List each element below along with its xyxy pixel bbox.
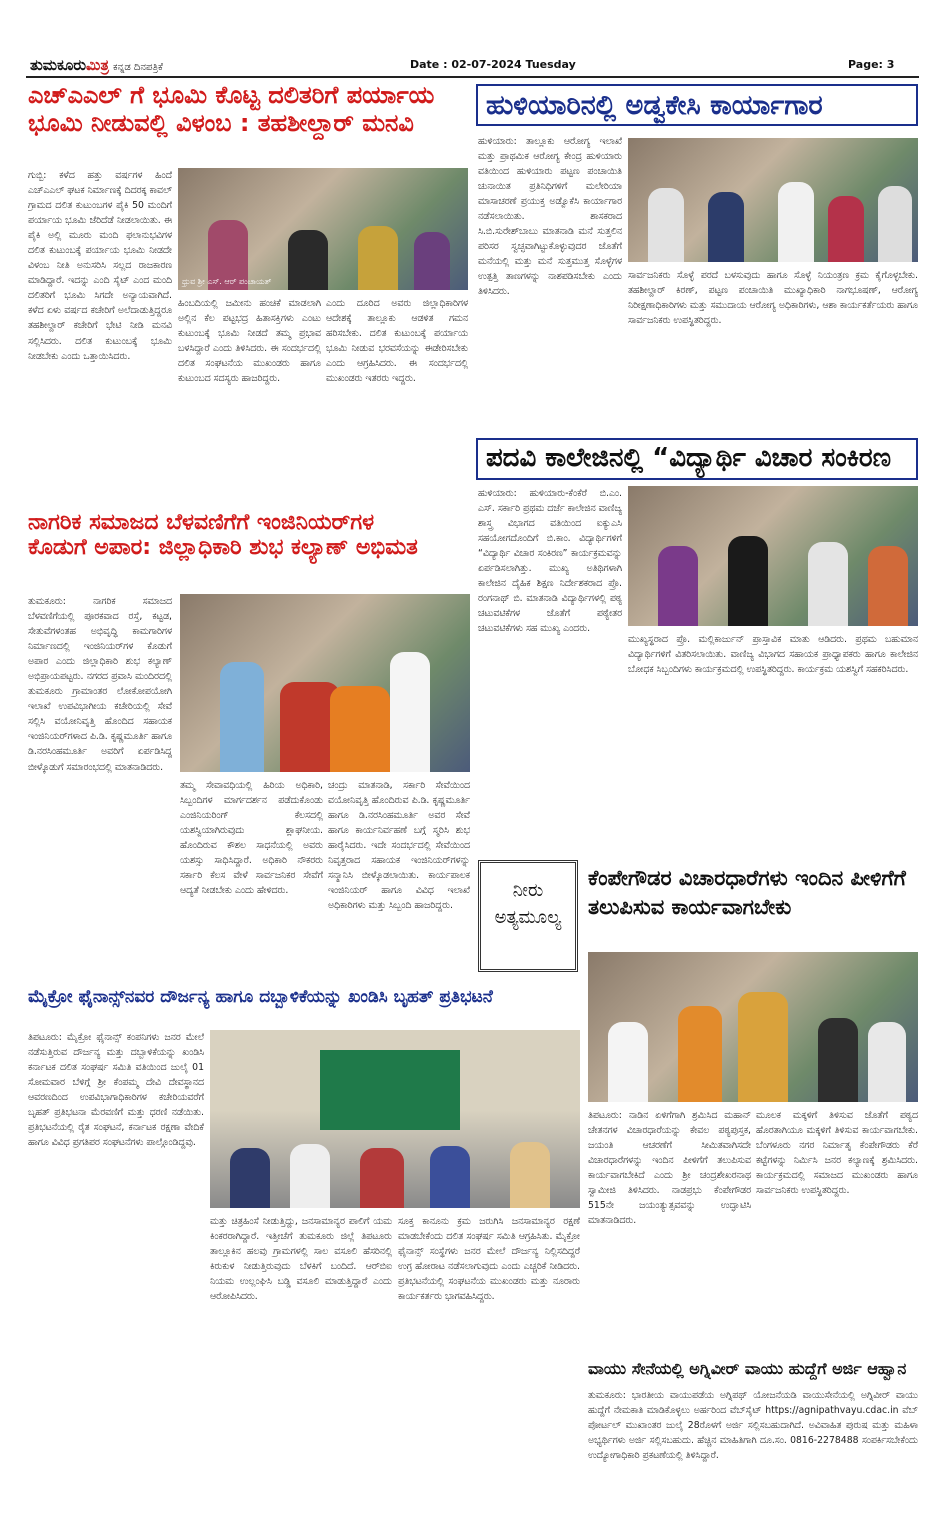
article-4-headline xyxy=(28,510,468,561)
article-3-body-right: ಮುಖ್ಯಸ್ಥರಾದ ಪ್ರೊ. ಮಲ್ಲಿಕಾರ್ಜುನ್ ಪ್ರಾಸ್ತಾವಿಕ ಮಾತು ಆಡಿದರು. ಪ್ರಥಮ ಬಹುಮಾನ ವಿದ್ಯಾರ್ಥಿಗಳಿಗೆ ವಿತರಿಸಲಾಯಿತು. ವಾಣಿಜ್ಯ ವಿಭಾಗದ ಸಹಾಯಕ ಪ್ರಾಧ್ಯಾಪಕರು ಹಾಗೂ ಕಾಲೇಜಿನ ಬೋಧಕ ಸಿಬ್ಬಂದಿಗಳು ಕಾರ್ಯಕ್ರಮದಲ್ಲಿ ಉಪಸ್ಥಿತರಿದ್ದರು. ಕಾರ್ಯಕ್ರಮ ಯಶಸ್ವಿಗೆ ಸಹಕರಿಸಿದರು. xyxy=(628,634,918,676)
article-4-headline-line-1: ನಾಗರಿಕ ಸಮಾಜದ ಬೆಳವಣಿಗೆಗೆ ಇಂಜಿನಿಯರ್‌ಗಳ xyxy=(28,510,375,535)
article-7-headline: ವಾಯು ಸೇನೆಯಲ್ಲಿ ಅಗ್ನಿವೀರ್ ವಾಯು ಹುದ್ದೆಗೆ ಅರ್ಜಿ ಆಹ್ವಾನ xyxy=(588,1359,907,1378)
article-1-body-right: ಎಂದು ದೂರಿದ ಅವರು ಜಿಲ್ಲಾಧಿಕಾರಿಗಳ ಆದೇಶಕ್ಕೆ ತಾಲ್ಲೂಕು ಆಡಳಿತ ಗಮನ ಹರಿಸಬೇಕು. ದಲಿತ ಕುಟುಂಬಕ್ಕೆ ಪರ್ಯಾಯ ಭೂಮಿ ನೀಡುವ ಭರವಸೆಯನ್ನು ಈಡೇರಿಸಬೇಕು ಎಂದು ಆಗ್ರಹಿಸಿದರು. ಈ ಸಂದರ್ಭದಲ್ಲಿ ಮುಖಂಡರು ಇತರರು ಇದ್ದರು. xyxy=(326,298,468,385)
article-4-body-right: ಚಂದ್ರು ಮಾತನಾಡಿ, ಸರ್ಕಾರಿ ಸೇವೆಯಿಂದ ವಯೋನಿವೃತ್ತಿ ಹೊಂದಿರುವ ಪಿ.ಡಿ. ಕೃಷ್ಣಮೂರ್ತಿ ಹಾಗೂ ಡಿ.ನರಸಿಂಹಮೂರ್ತಿ ಅವರ ಸೇವೆ ಹಾಗೂ ಕಾರ್ಯನಿರ್ವಹಣೆ ಬಗ್ಗೆ ಸ್ಮರಿಸಿ ಶುಭ ಹಾರೈಸಿದರು. ಇದೇ ಸಂದರ್ಭದಲ್ಲಿ ಸೇವೆಯಿಂದ ನಿವೃತ್ತರಾದ ಸಹಾಯಕ ಇಂಜಿನಿಯರ್‌ಗಳನ್ನು ಸನ್ಮಾನಿಸಿ ಬೀಳ್ಕೊಡಲಾಯಿತು. ಕಾರ್ಯಪಾಲಕ ಇಂಜಿನಿಯರ್ ಹಾಗೂ ವಿವಿಧ ಇಲಾಖೆ ಅಧಿಕಾರಿಗಳು ಮತ್ತು ಸಿಬ್ಬಂದಿ ಹಾಜರಿದ್ದರು. xyxy=(328,780,470,912)
article-3-body-left: ಹುಳಿಯಾರು: ಹುಳಿಯಾರು-ಕೆಂಕೆರೆ ಬಿ.ಎಂ. ಎಸ್. ಸರ್ಕಾರಿ ಪ್ರಥಮ ದರ್ಜೆ ಕಾಲೇಜಿನ ವಾಣಿಜ್ಯ ಶಾಸ್ತ್ರ ವಿಭಾಗದ ವತಿಯಿಂದ ಐಕ್ಯುಎಸಿ ಸಹಯೋಗದೊಂದಿಗೆ ಬಿ.ಕಾಂ. ವಿದ್ಯಾರ್ಥಿಗಳಿಗೆ “ವಿದ್ಯಾರ್ಥಿ ವಿಚಾರ ಸಂಕಿರಣ” ಕಾರ್ಯಕ್ರಮವನ್ನು ಏರ್ಪಡಿಸಲಾಗಿತ್ತು. ಮುಖ್ಯ ಅತಿಥಿಗಳಾಗಿ ಕಾಲೇಜಿನ ದೈಹಿಕ ಶಿಕ್ಷಣ ನಿರ್ದೇಶಕರಾದ ಪ್ರೊ. ರಂಗನಾಥ್ ಬಿ. ಮಾತನಾಡಿ ವಿದ್ಯಾರ್ಥಿಗಳಲ್ಲಿ ಪಠ್ಯ ಚಟುವಟಿಕೆಗಳ ಜೊತೆಗೆ ಪಠ್ಯೇತರ ಚಟುವಟಿಕೆಗಳು ಸಹ ಮುಖ್ಯ ಎಂದರು. xyxy=(478,488,622,635)
green-window xyxy=(320,1050,460,1130)
logo-subtitle: ಕನ್ನಡ ದಿನಪತ್ರಿಕೆ xyxy=(112,62,163,73)
article-1-photo-caption: ಧ್ರುವ ಶ್ರೀ ಎಸ್. ಆರ್ ಪಂಚಾಯತ್ xyxy=(182,277,272,286)
page-number: Page: 3 xyxy=(848,58,895,71)
newspaper-logo xyxy=(30,56,163,74)
article-4-body-mid: ತಮ್ಮ ಸೇವಾವಧಿಯಲ್ಲಿ ಹಿರಿಯ ಅಧಿಕಾರಿ, ಸಿಬ್ಬಂದಿಗಳ ಮಾರ್ಗದರ್ಶನ ಪಡೆದುಕೊಂಡು ಎಂಜಿನಿಯರಿಂಗ್ ಕೆಲಸದಲ್ಲಿ ಯಶಸ್ವಿಯಾಗಿರುವುದು ಶ್ಲಾಘನೀಯ. ಹೊಂದಿರುವ ಕೌಶಲ ಸಾಧನೆಯಲ್ಲಿ ಅವರು ಯಶಸ್ಸು ಸಾಧಿಸಿದ್ದಾರೆ. ಅಧಿಕಾರಿ ನೌಕರರು ಸರ್ಕಾರಿ ಕೆಲಸ ವೇಳೆ ಸಾರ್ವಜನಿಕರ ಸೇವೆಗೆ ಆದ್ಯತೆ ನೀಡಬೇಕು ಎಂದು ಹೇಳಿದರು. xyxy=(180,780,323,897)
logo-accent: ಮಿತ್ರ xyxy=(86,56,109,74)
article-6-headline: ಮೈಕ್ರೋ ಫೈನಾನ್ಸ್‌ನವರ ದೌರ್ಜನ್ಯ ಹಾಗೂ ದಬ್ಬಾಳಿಕೆಯನ್ನು ಖಂಡಿಸಿ ಬೃಹತ್ ಪ್ರತಿಭಟನೆ xyxy=(28,987,493,1007)
article-3-headline: ಪದವಿ ಕಾಲೇಜಿನಲ್ಲಿ “ವಿದ್ಯಾರ್ಥಿ ವಿಚಾರ ಸಂಕಿರಣ xyxy=(476,438,918,480)
article-1-body-left: ಗುಬ್ಬಿ: ಕಳೆದ ಹತ್ತು ವರ್ಷಗಳ ಹಿಂದೆ ಎಚ್‌ಎಎಲ್ ಘಟಕ ನಿರ್ಮಾಣಕ್ಕೆ ದಿದರಕ್ಕ ಕಾವಲ್ ಗ್ರಾಮದ ದಲಿತ ಕುಟುಂಬಗಳ ಪೈಕಿ 50 ಮಂದಿಗೆ ಪರ್ಯಾಯ ಭೂಮಿ ಜೆರಿದೆಡೆ ನೀಡಲಾಯಿತು. ಈ ಪೈಕಿ ಅಲ್ಲಿ ಮೂರು ಮಂದಿ ಫಲಾನುಭವಿಗಳ ದಲಿತ ಕುಟುಂಬಕ್ಕೆ ಪರ್ಯಾಯ ಭೂಮಿ ನೀಡದೇ ವಿಳಂಬ ನೀತಿ ಅನುಸರಿಸಿ ಸಲ್ಲದ ರಾಜಕಾರಣ ಮಾಡಿದ್ದಾರೆ. ಇದನ್ನು ಎಂದಿ ಸೈಟ್ ಎಂದ ಮಂದಿ ದಲಿತರಿಗೆ ಭೂಮಿ ಸಿಗದೇ ಅನ್ಯಾಯವಾಗಿದೆ. ಕಳೆದ ಏಳು ವರ್ಷದ ಕಚೇರಿಗೆ ಅಲೆದಾಡುತ್ತಿದ್ದರೂ ತಹಶೀಲ್ದಾರ್ ಕಚೇರಿಗೆ ಭೇಟಿ ನೀಡಿ ಮನವಿ ಸಲ್ಲಿಸಿದರು. ದಲಿತ ಕುಟುಂಬಕ್ಕೆ ಭೂಮಿ ನೀಡಬೇಕು ಎಂದು ಒತ್ತಾಯಿಸಿದರು. xyxy=(28,170,172,362)
article-6-photo xyxy=(210,1030,580,1208)
issue-date: Date : 02-07-2024 Tuesday xyxy=(410,58,576,71)
article-5-photo xyxy=(588,952,918,1102)
article-2-photo xyxy=(628,138,918,262)
article-5-headline: ಕೆಂಪೇಗೌಡರ ವಿಚಾರಧಾರೆಗಳು ಇಂದಿನ ಪೀಳಿಗೆಗೆ ತಲುಪಿಸುವ ಕಾರ್ಯವಾಗಬೇಕು xyxy=(588,866,906,920)
article-2-headline: ಹುಳಿಯಾರಿನಲ್ಲಿ ಅಡ್ವಕೇಸಿ ಕಾರ್ಯಾಗಾರ xyxy=(476,84,918,126)
article-2-body-right: ಸಾರ್ವಜನಿಕರು ಸೊಳ್ಳೆ ಪರದೆ ಬಳಸುವುದು ಹಾಗೂ ಸೊಳ್ಳೆ ನಿಯಂತ್ರಣ ಕ್ರಮ ಕೈಗೊಳ್ಳಬೇಕು. ತಹಶೀಲ್ದಾರ್ ಕಿರಣ್, ಪಟ್ಟಣ ಪಂಚಾಯಿತಿ ಮುಖ್ಯಾಧಿಕಾರಿ ನಾಗಭೂಷಣ್, ಆರೋಗ್ಯ ನಿರೀಕ್ಷಣಾಧಿಕಾರಿಗಳು ಮತ್ತು ಸಮುದಾಯ ಆರೋಗ್ಯ ಅಧಿಕಾರಿಗಳು, ಆಶಾ ಕಾರ್ಯಕರ್ತೆಯರು ಹಾಗೂ ಸಾರ್ವಜನಿಕರು ಉಪಸ್ಥಿತರಿದ್ದರು. xyxy=(628,270,918,327)
article-1-photo xyxy=(178,168,468,290)
article-4-headline-line-2: ಕೊಡುಗೆ ಅಪಾರ: ಜಿಲ್ಲಾಧಿಕಾರಿ ಶುಭ ಕಲ್ಯಾಣ್ ಅಭಿಮತ xyxy=(28,535,418,561)
article-5-body-right: ಮೂಲಕ ಮಕ್ಕಳಿಗೆ ತಿಳಿಸುವ ಜೊತೆಗೆ ಪಠ್ಯದ ಹೊರತಾಗಿಯೂ ಮಕ್ಕಳಿಗೆ ತಿಳಿಸುವ ಕಾರ್ಯವಾಗಬೇಕು. ಬೆಂಗಳೂರು ನಗರ ನಿರ್ಮಾತೃ ಕೆಂಪೇಗೌಡರು ಕೆರೆ ಕಟ್ಟೆಗಳನ್ನು ನಿರ್ಮಿಸಿ ಜನರ ಕಲ್ಯಾಣಕ್ಕೆ ಶ್ರಮಿಸಿದರು. ಕಾರ್ಯಕ್ರಮದಲ್ಲಿ ಸಮಾಜದ ಮುಖಂಡರು ಹಾಗೂ ಸಾರ್ವಜನಿಕರು ಉಪಸ್ಥಿತರಿದ್ದರು. xyxy=(756,1110,918,1197)
article-1-body-mid: ಹಿಂಬದಿಯಲ್ಲಿ ಜಮೀನು ಹಂಚಿಕೆ ಮಾಡಲಾಗಿ ಅಲ್ಲಿನ ಕೆಲ ಪಟ್ಟಭದ್ರ ಹಿತಾಸಕ್ತಿಗಳು ಎಂಟು ಕುಟುಂಬಕ್ಕೆ ಭೂಮಿ ನೀಡದೆ ತಮ್ಮ ಪ್ರಭಾವ ಬಳಸಿದ್ದಾರೆ ಎಂದು ತಿಳಿಸಿದರು. ಈ ಸಂದರ್ಭದಲ್ಲಿ ದಲಿತ ಸಂಘಟನೆಯ ಮುಖಂಡರು ಹಾಗೂ ಕುಟುಂಬದ ಸದಸ್ಯರು ಹಾಜರಿದ್ದರು. xyxy=(178,298,321,385)
article-2-body-left: ಹುಳಿಯಾರು: ತಾಲ್ಲೂಕು ಆರೋಗ್ಯ ಇಲಾಖೆ ಮತ್ತು ಪ್ರಾಥಮಿಕ ಆರೋಗ್ಯ ಕೇಂದ್ರ ಹುಳಿಯಾರು ವತಿಯಿಂದ ಹುಳಿಯಾರು ಪಟ್ಟಣ ಪಂಚಾಯಿತಿ ಚುನಾಯಿತ ಪ್ರತಿನಿಧಿಗಳಿಗೆ ಮಲೇರಿಯಾ ಮಾಸಾಚರಣೆ ಪ್ರಯುಕ್ತ ಅಡ್ವೊಕೆಸಿ ಕಾರ್ಯಾಗಾರ ನಡೆಸಲಾಯಿತು. ಶಾಸಕರಾದ ಸಿ.ಬಿ.ಸುರೇಶ್‌ಬಾಬು ಮಾತನಾಡಿ ಮನೆ ಸುತ್ತಲಿನ ಪರಿಸರ ಸ್ವಚ್ಛವಾಗಿಟ್ಟುಕೊಳ್ಳುವುದರ ಜೊತೆಗೆ ಮನೆಯಲ್ಲಿ ಮತ್ತು ಮನೆ ಸುತ್ತಮುತ್ತ ಸೊಳ್ಳೆಗಳ ಉತ್ಪತ್ತಿ ತಾಣಗಳನ್ನು ನಾಶಪಡಿಸಬೇಕು ಎಂದು ತಿಳಿಸಿದರು. xyxy=(478,136,622,298)
water-filler-box xyxy=(478,860,578,972)
article-6-body-right: ಸೂಕ್ತ ಕಾನೂನು ಕ್ರಮ ಜರುಗಿಸಿ ಜನಸಾಮಾನ್ಯರ ರಕ್ಷಣೆ ಮಾಡಬೇಕೆಂದು ದಲಿತ ಸಂಘರ್ಷ ಸಮಿತಿ ಆಗ್ರಹಿಸಿತು. ಮೈಕ್ರೋ ಫೈನಾನ್ಸ್ ಸಂಸ್ಥೆಗಳು ಜನರ ಮೇಲೆ ದೌರ್ಜನ್ಯ ನಿಲ್ಲಿಸದಿದ್ದರೆ ಉಗ್ರ ಹೋರಾಟ ನಡೆಸಲಾಗುವುದು ಎಂದು ಎಚ್ಚರಿಕೆ ನೀಡಿದರು. ಪ್ರತಿಭಟನೆಯಲ್ಲಿ ಸಂಘಟನೆಯ ಮುಖಂಡರು ಮತ್ತು ನೂರಾರು ಕಾರ್ಯಕರ್ತರು ಭಾಗವಹಿಸಿದ್ದರು. xyxy=(398,1216,580,1303)
article-1-headline-line-2: ಭೂಮಿ ನೀಡುವಲ್ಲಿ ವಿಳಂಬ : ತಹಶೀಲ್ದಾರ್ ಮನವಿ xyxy=(28,108,414,137)
article-4-body-left: ತುಮಕೂರು: ನಾಗರಿಕ ಸಮಾಜದ ಬೆಳವಣಿಗೆಯಲ್ಲಿ ಪೂರಕವಾದ ರಸ್ತೆ, ಕಟ್ಟಡ, ಸೇತುವೆಗಳಂತಹ ಅಭಿವೃದ್ಧಿ ಕಾಮಗಾರಿಗಳ ನಿರ್ಮಾಣದಲ್ಲಿ ಇಂಜಿನಿಯರ್‌ಗಳ ಕೊಡುಗೆ ಅಪಾರ ಎಂದು ಜಿಲ್ಲಾಧಿಕಾರಿ ಶುಭ ಕಲ್ಯಾಣ್ ಅಭಿಪ್ರಾಯಪಟ್ಟರು. ನಗರದ ಪ್ರವಾಸಿ ಮಂದಿರದಲ್ಲಿ ತುಮಕೂರು ಗ್ರಾಮಾಂತರ ಲೋಕೋಪಯೋಗಿ ಇಲಾಖೆ ಉಪವಿಭಾಗೀಯ ಕಚೇರಿಯಲ್ಲಿ ಸೇವೆ ಸಲ್ಲಿಸಿ ವಯೋನಿವೃತ್ತಿ ಹೊಂದಿದ ಸಹಾಯಕ ಇಂಜಿನಿಯರ್‌ಗಳಾದ ಪಿ.ಡಿ. ಕೃಷ್ಣಮೂರ್ತಿ ಹಾಗೂ ಡಿ.ನರಸಿಂಹಮೂರ್ತಿ ಅವರಿಗೆ ಏರ್ಪಡಿಸಿದ್ದ ಬೀಳ್ಕೊಡುಗೆ ಸಮಾರಂಭದಲ್ಲಿ ಮಾತನಾಡಿದರು. xyxy=(28,596,172,773)
article-3-photo xyxy=(628,486,918,626)
article-1-headline xyxy=(28,82,468,137)
logo-main: ತುಮಕೂರು xyxy=(30,56,87,74)
article-4-photo xyxy=(180,594,470,772)
article-1-headline-line-1: ಎಚ್‌ಎಎಲ್ ಗೆ ಭೂಮಿ ಕೊಟ್ಟ ದಲಿತರಿಗೆ ಪರ್ಯಾಯ xyxy=(28,81,435,109)
article-7-body: ತುಮಕೂರು: ಭಾರತೀಯ ವಾಯುಪಡೆಯ ಅಗ್ನಿಪಥ್ ಯೋಜನೆಯಡಿ ವಾಯುಸೇನೆಯಲ್ಲಿ ಅಗ್ನಿವೀರ್ ವಾಯು ಹುದ್ದೆಗೆ ನೇಮಕಾತಿ ಮಾಡಿಕೊಳ್ಳಲು ಅರ್ಹರಿಂದ ವೆಬ್‌ಸೈಟ್ https://agnipathvayu.cdac.in ವೆಬ್ ಪೋರ್ಟಲ್ ಮುಖಾಂತರ ಜುಲೈ 28ರೊಳಗೆ ಅರ್ಜಿ ಸಲ್ಲಿಸಬಹುದಾಗಿದೆ. ಅವಿವಾಹಿತ ಪುರುಷ ಮತ್ತು ಮಹಿಳಾ ಅಭ್ಯರ್ಥಿಗಳು ಅರ್ಜಿ ಸಲ್ಲಿಸಬಹುದು. ಹೆಚ್ಚಿನ ಮಾಹಿತಿಗಾಗಿ ದೂ.ಸಂ. 0816-2278488 ಸಂಪರ್ಕಿಸಬೇಕೆಂದು ಉದ್ಯೋಗಾಧಿಕಾರಿ ಪ್ರಕಟಣೆಯಲ್ಲಿ ತಿಳಿಸಿದ್ದಾರೆ. xyxy=(588,1390,918,1462)
article-6-body-left: ತಿಪಟೂರು: ಮೈಕ್ರೋ ಫೈನಾನ್ಸ್ ಕಂಪನಿಗಳು ಜನರ ಮೇಲೆ ನಡೆಸುತ್ತಿರುವ ದೌರ್ಜನ್ಯ ಮತ್ತು ದಬ್ಬಾಳಿಕೆಯನ್ನು ಖಂಡಿಸಿ ಕರ್ನಾಟಕ ದಲಿತ ಸಂಘರ್ಷ ಸಮಿತಿ ವತಿಯಿಂದ ಜುಲೈ 01 ಸೋಮವಾರ ಬೆಳಿಗ್ಗೆ ಶ್ರೀ ಕೆಂಪಮ್ಮ ದೇವಿ ದೇವಸ್ಥಾನದ ಆವರಣದಿಂದ ಉಪವಿಭಾಗಾಧಿಕಾರಿಗಳ ಕಚೇರಿಯವರೆಗೆ ಬೃಹತ್ ಪ್ರತಿಭಟನಾ ಮೆರವಣಿಗೆ ಮತ್ತು ಧರಣಿ ನಡೆಯಿತು. ಪ್ರತಿಭಟನೆಯಲ್ಲಿ ರೈತ ಸಂಘಟನೆ, ಕರ್ನಾಟಕ ರಕ್ಷಣಾ ವೇದಿಕೆ ಹಾಗೂ ವಿವಿಧ ಪ್ರಗತಿಪರ ಸಂಘಟನೆಗಳು ಪಾಲ್ಗೊಂಡಿದ್ದವು. xyxy=(28,1032,204,1149)
article-6-body-mid: ಮತ್ತು ಚಿತ್ರಹಿಂಸೆ ನೀಡುತ್ತಿದ್ದು, ಜನಸಾಮಾನ್ಯರ ಪಾಲಿಗೆ ಯಮ ಕಿಂಕರರಾಗಿದ್ದಾರೆ. ಇತ್ತೀಚೆಗೆ ತುಮಕೂರು ಜಿಲ್ಲೆ ತಿಪಟೂರು ತಾಲ್ಲೂಕಿನ ಹಲವು ಗ್ರಾಮಗಳಲ್ಲಿ ಸಾಲ ವಸೂಲಿ ಹೆಸರಿನಲ್ಲಿ ಕಿರುಕುಳ ನೀಡುತ್ತಿರುವುದು ಬೆಳಕಿಗೆ ಬಂದಿದೆ. ಆರ್‌ಬಿಐ ನಿಯಮ ಉಲ್ಲಂಘಿಸಿ ಬಡ್ಡಿ ವಸೂಲಿ ಮಾಡುತ್ತಿದ್ದಾರೆ ಎಂದು ಆರೋಪಿಸಿದರು. xyxy=(210,1216,392,1303)
filler-line-2: ಅತ್ಯಮೂಲ್ಯ xyxy=(494,907,562,928)
masthead-rule xyxy=(26,76,919,78)
article-5-body-left: ತಿಪಟೂರು: ನಾಡಿನ ಏಳಿಗೆಗಾಗಿ ಶ್ರಮಿಸಿದ ಮಹಾನ್ ಚೇತನಗಳ ವಿಚಾರಧಾರೆಯನ್ನು ಕೇವಲ ಪಠ್ಯಪುಸ್ತಕ, ಜಯಂತಿ ಆಚರಣೆಗೆ ಸೀಮಿತವಾಗಿಸದೇ ವಿಚಾರಧಾರೆಗಳನ್ನು ಇಂದಿನ ಪೀಳಿಗೆಗೆ ತಲುಪಿಸುವ ಕಾರ್ಯವಾಗಬೇಕಿದೆ ಎಂದು ಶ್ರೀ ಚಂದ್ರಶೇಖರನಾಥ ಸ್ವಾಮೀಜಿ ತಿಳಿಸಿದರು. ನಾಡಪ್ರಭು ಕೆಂಪೇಗೌಡರ 515ನೇ ಜಯಂತ್ಯುತ್ಸವವನ್ನು ಉದ್ಘಾಟಿಸಿ ಮಾತನಾಡಿದರು. xyxy=(588,1110,751,1227)
filler-line-1: ನೀರು xyxy=(512,880,544,901)
